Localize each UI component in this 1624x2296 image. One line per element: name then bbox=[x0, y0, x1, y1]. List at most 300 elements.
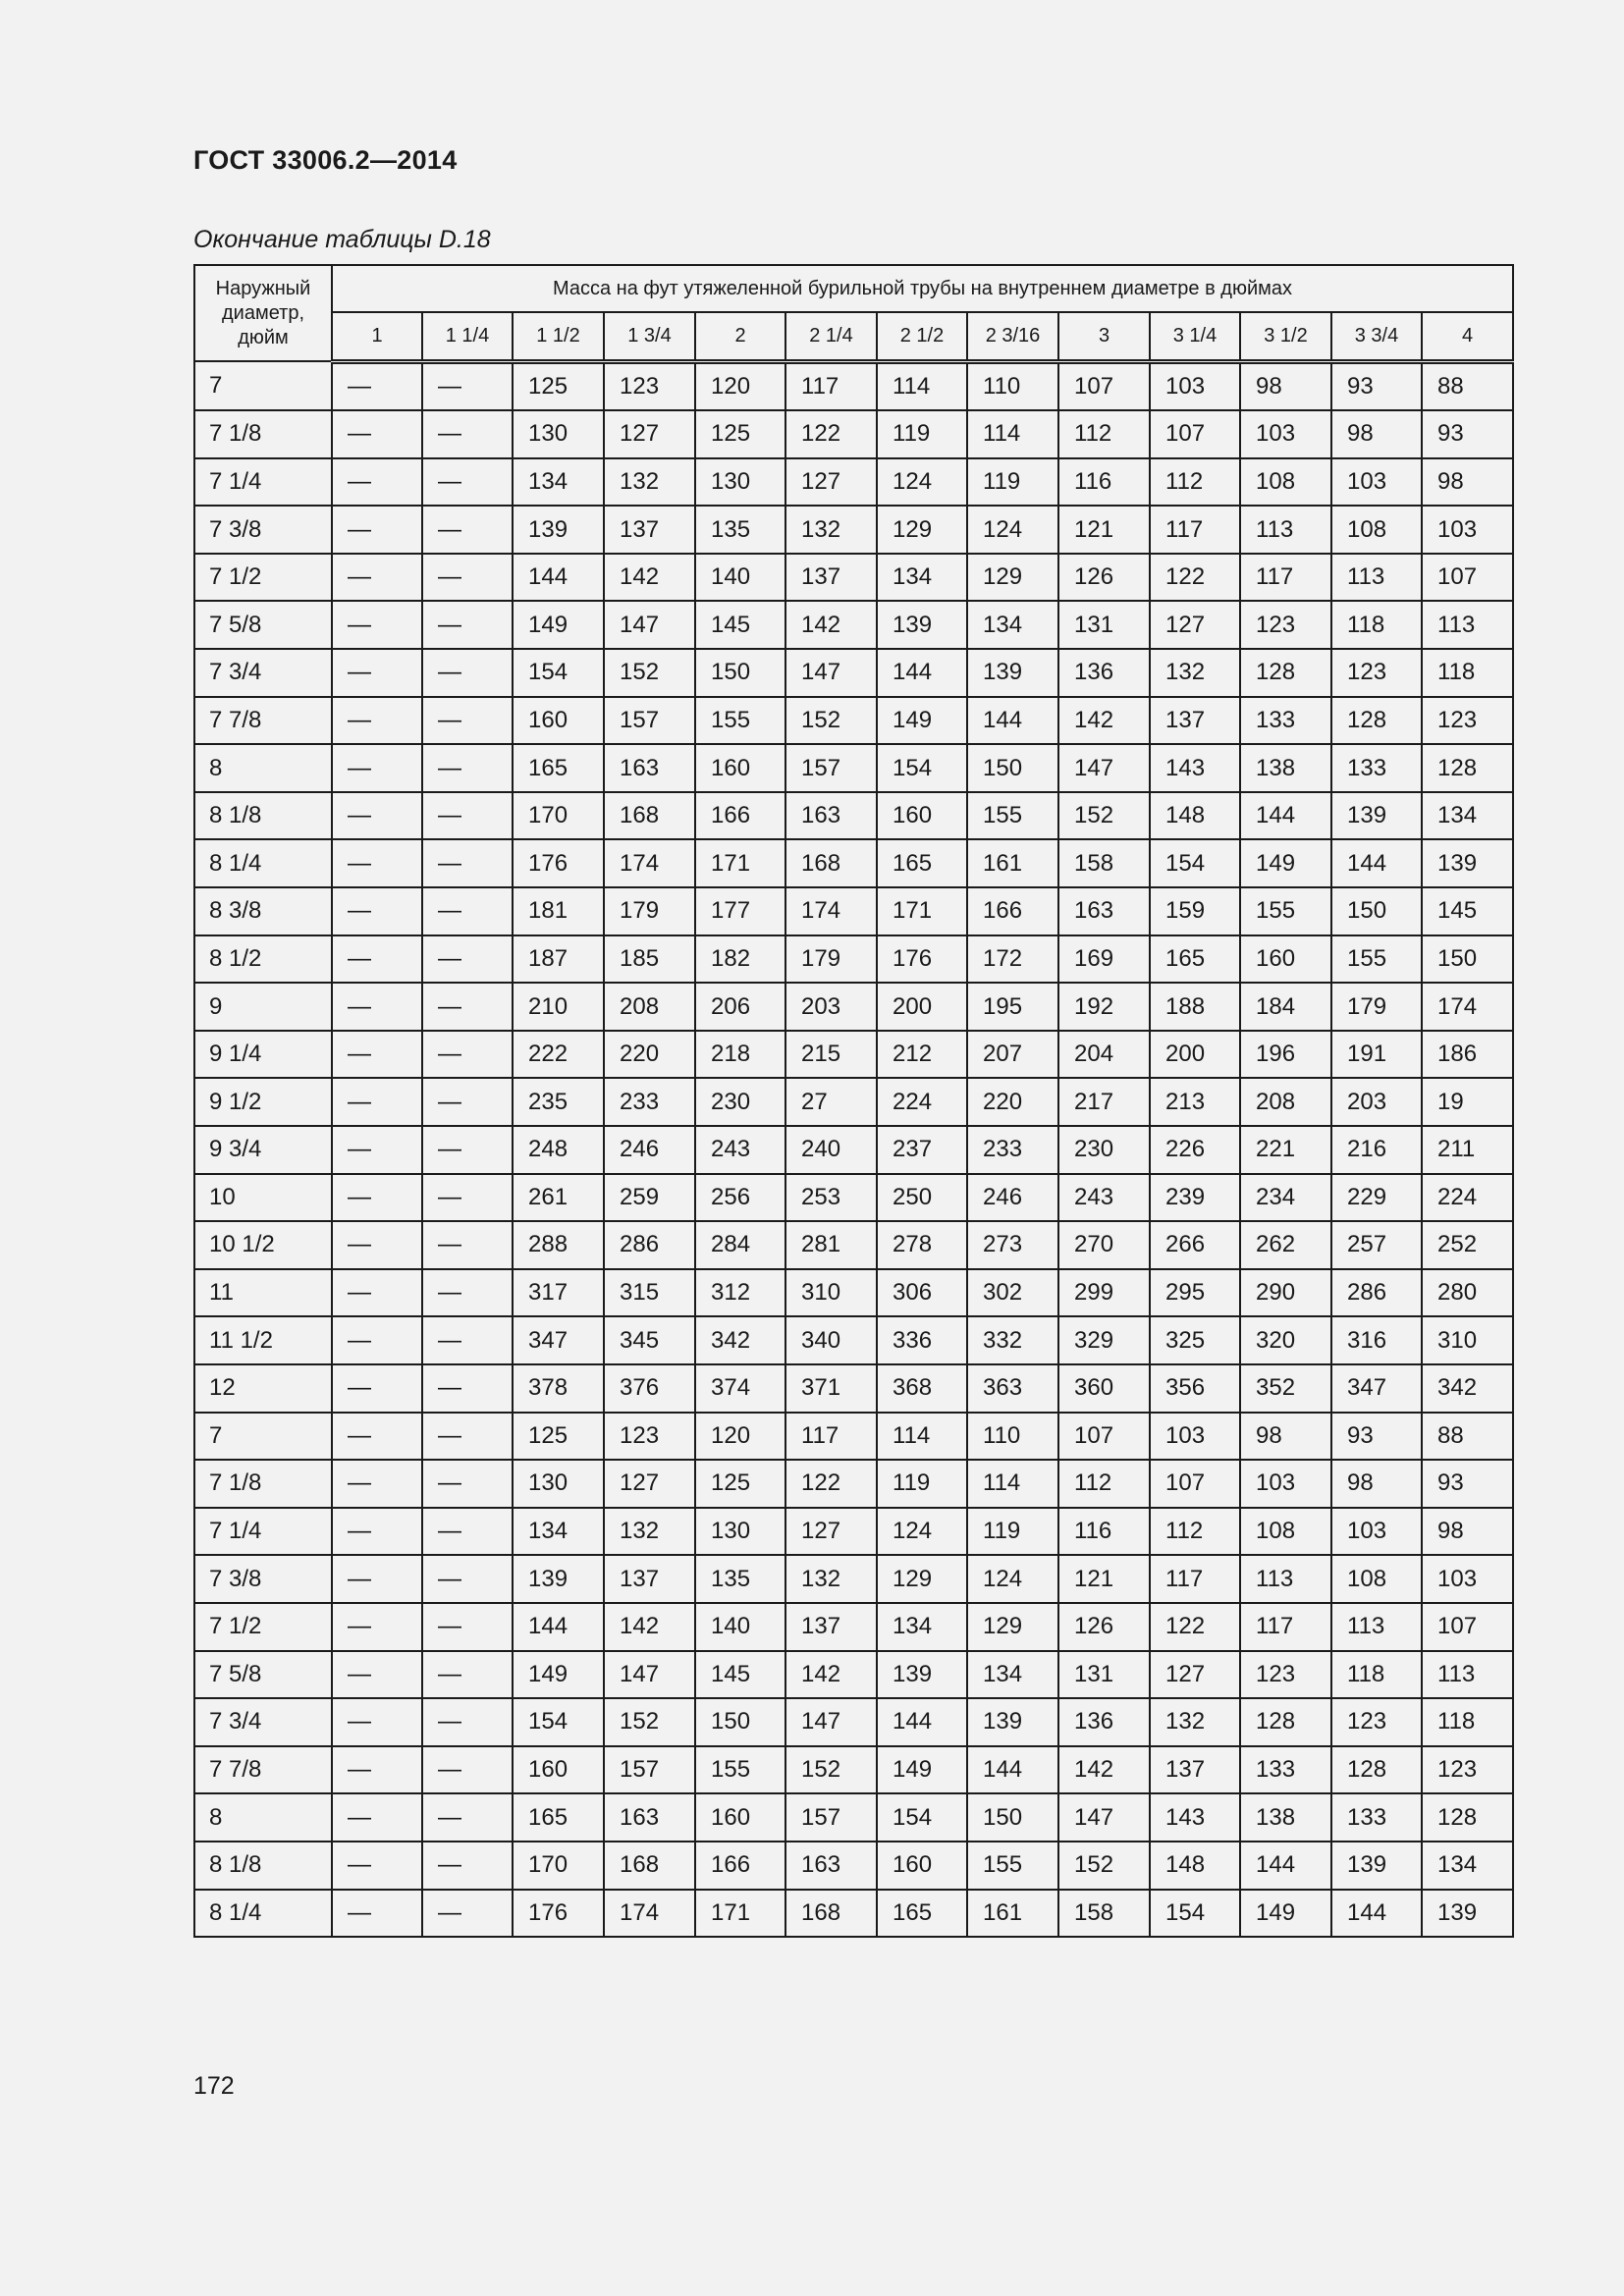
mass-cell: 108 bbox=[1331, 1555, 1422, 1603]
table-row bbox=[194, 506, 1513, 554]
mass-cell: 138 bbox=[1240, 1793, 1331, 1842]
mass-cell: 352 bbox=[1240, 1364, 1331, 1413]
mass-cell: 108 bbox=[1240, 458, 1331, 507]
mass-cell: 295 bbox=[1150, 1269, 1240, 1317]
mass-cell: — bbox=[332, 1269, 422, 1317]
mass-cell: 117 bbox=[1150, 506, 1240, 554]
mass-cell: 187 bbox=[513, 935, 604, 984]
mass-cell: 142 bbox=[785, 601, 877, 649]
mass-cell: 133 bbox=[1240, 1746, 1331, 1794]
table-row bbox=[194, 697, 1513, 745]
table-row bbox=[194, 935, 1513, 984]
mass-cell: — bbox=[332, 361, 422, 410]
mass-cell: 208 bbox=[604, 983, 695, 1031]
mass-cell: 174 bbox=[604, 1890, 695, 1938]
mass-cell: — bbox=[422, 1651, 513, 1699]
mass-cell: 237 bbox=[877, 1126, 967, 1174]
outer-diameter-cell: 7 1/8 bbox=[194, 410, 332, 458]
outer-diameter-cell: 7 bbox=[194, 361, 332, 410]
mass-cell: 165 bbox=[877, 839, 967, 887]
mass-cell: 256 bbox=[695, 1174, 785, 1222]
mass-cell: 233 bbox=[967, 1126, 1058, 1174]
outer-diameter-cell: 10 bbox=[194, 1174, 332, 1222]
mass-cell: — bbox=[422, 792, 513, 840]
mass-cell: — bbox=[332, 1746, 422, 1794]
mass-cell: 130 bbox=[513, 1460, 604, 1508]
mass-cell: 134 bbox=[967, 601, 1058, 649]
mass-cell: 19 bbox=[1422, 1078, 1513, 1126]
mass-cell: 132 bbox=[785, 506, 877, 554]
mass-cell: — bbox=[332, 649, 422, 697]
mass-cell: 133 bbox=[1331, 1793, 1422, 1842]
mass-cell: 192 bbox=[1058, 983, 1150, 1031]
mass-cell: — bbox=[422, 1746, 513, 1794]
mass-cell: 317 bbox=[513, 1269, 604, 1317]
outer-diameter-cell: 8 1/4 bbox=[194, 1890, 332, 1938]
mass-cell: 166 bbox=[695, 792, 785, 840]
mass-cell: 163 bbox=[1058, 887, 1150, 935]
mass-cell: 128 bbox=[1331, 1746, 1422, 1794]
mass-cell: — bbox=[422, 935, 513, 984]
mass-cell: 186 bbox=[1422, 1031, 1513, 1079]
mass-cell: 134 bbox=[877, 554, 967, 602]
mass-cell: 139 bbox=[513, 1555, 604, 1603]
mass-cell: 158 bbox=[1058, 1890, 1150, 1938]
mass-cell: 149 bbox=[513, 601, 604, 649]
mass-cell: 191 bbox=[1331, 1031, 1422, 1079]
table-row bbox=[194, 458, 1513, 507]
mass-cell: 261 bbox=[513, 1174, 604, 1222]
mass-cell: 154 bbox=[877, 1793, 967, 1842]
mass-cell: — bbox=[422, 1793, 513, 1842]
mass-cell: 150 bbox=[695, 649, 785, 697]
mass-cell: — bbox=[332, 1221, 422, 1269]
table-row bbox=[194, 1460, 1513, 1508]
mass-cell: 376 bbox=[604, 1364, 695, 1413]
outer-diameter-cell: 7 1/8 bbox=[194, 1460, 332, 1508]
mass-cell: 250 bbox=[877, 1174, 967, 1222]
mass-cell: 103 bbox=[1150, 1413, 1240, 1461]
mass-cell: — bbox=[422, 1316, 513, 1364]
mass-cell: — bbox=[332, 410, 422, 458]
mass-cell: 124 bbox=[967, 506, 1058, 554]
mass-cell: 288 bbox=[513, 1221, 604, 1269]
mass-cell: — bbox=[332, 1698, 422, 1746]
mass-cell: 142 bbox=[1058, 1746, 1150, 1794]
page-number: 172 bbox=[193, 2072, 235, 2100]
table-row bbox=[194, 1316, 1513, 1364]
mass-cell: — bbox=[422, 1508, 513, 1556]
mass-cell: 155 bbox=[1331, 935, 1422, 984]
mass-cell: — bbox=[332, 554, 422, 602]
mass-cell: 133 bbox=[1240, 697, 1331, 745]
mass-cell: 147 bbox=[1058, 744, 1150, 792]
mass-cell: 98 bbox=[1422, 458, 1513, 507]
mass-cell: 155 bbox=[967, 1842, 1058, 1890]
outer-diameter-cell: 9 bbox=[194, 983, 332, 1031]
mass-cell: 284 bbox=[695, 1221, 785, 1269]
mass-cell: 165 bbox=[877, 1890, 967, 1938]
mass-cell: 120 bbox=[695, 361, 785, 410]
mass-cell: — bbox=[422, 1031, 513, 1079]
mass-cell: 114 bbox=[967, 1460, 1058, 1508]
mass-cell: 118 bbox=[1422, 1698, 1513, 1746]
mass-cell: 144 bbox=[1331, 839, 1422, 887]
table-row bbox=[194, 1698, 1513, 1746]
mass-cell: 302 bbox=[967, 1269, 1058, 1317]
mass-cell: — bbox=[332, 1793, 422, 1842]
mass-cell: 262 bbox=[1240, 1221, 1331, 1269]
mass-cell: 127 bbox=[1150, 601, 1240, 649]
mass-cell: — bbox=[332, 458, 422, 507]
mass-cell: 112 bbox=[1150, 458, 1240, 507]
table-row bbox=[194, 601, 1513, 649]
mass-cell: 119 bbox=[877, 410, 967, 458]
outer-diameter-cell: 9 1/2 bbox=[194, 1078, 332, 1126]
mass-cell: 157 bbox=[785, 1793, 877, 1842]
mass-cell: 356 bbox=[1150, 1364, 1240, 1413]
mass-cell: 143 bbox=[1150, 1793, 1240, 1842]
mass-cell: — bbox=[332, 1603, 422, 1651]
mass-cell: 98 bbox=[1240, 361, 1331, 410]
mass-cell: 124 bbox=[877, 1508, 967, 1556]
mass-cell: 195 bbox=[967, 983, 1058, 1031]
mass-cell: 93 bbox=[1331, 361, 1422, 410]
mass-cell: — bbox=[422, 1555, 513, 1603]
mass-cell: 126 bbox=[1058, 554, 1150, 602]
mass-cell: 165 bbox=[513, 744, 604, 792]
mass-cell: 144 bbox=[1331, 1890, 1422, 1938]
mass-cell: 203 bbox=[1331, 1078, 1422, 1126]
mass-cell: 157 bbox=[785, 744, 877, 792]
mass-cell: — bbox=[332, 506, 422, 554]
mass-cell: — bbox=[332, 1174, 422, 1222]
mass-cell: 207 bbox=[967, 1031, 1058, 1079]
mass-cell: 144 bbox=[967, 697, 1058, 745]
mass-cell: 155 bbox=[967, 792, 1058, 840]
mass-cell: 142 bbox=[1058, 697, 1150, 745]
mass-cell: 152 bbox=[785, 697, 877, 745]
mass-cell: 280 bbox=[1422, 1269, 1513, 1317]
mass-cell: 152 bbox=[785, 1746, 877, 1794]
outer-diameter-cell: 11 bbox=[194, 1269, 332, 1317]
mass-cell: 155 bbox=[695, 1746, 785, 1794]
mass-cell: 155 bbox=[1240, 887, 1331, 935]
mass-cell: 152 bbox=[604, 1698, 695, 1746]
outer-diameter-cell: 7 1/4 bbox=[194, 458, 332, 507]
mass-cell: 127 bbox=[604, 410, 695, 458]
mass-cell: 129 bbox=[877, 1555, 967, 1603]
table-row bbox=[194, 1746, 1513, 1794]
mass-cell: 123 bbox=[1331, 649, 1422, 697]
table-body bbox=[194, 361, 1513, 1937]
table-row bbox=[194, 1890, 1513, 1938]
mass-cell: 125 bbox=[513, 361, 604, 410]
mass-cell: 132 bbox=[1150, 1698, 1240, 1746]
mass-cell: 218 bbox=[695, 1031, 785, 1079]
mass-cell: — bbox=[422, 1842, 513, 1890]
mass-cell: 233 bbox=[604, 1078, 695, 1126]
mass-cell: 185 bbox=[604, 935, 695, 984]
mass-cell: — bbox=[332, 1508, 422, 1556]
mass-cell: 347 bbox=[513, 1316, 604, 1364]
table-head bbox=[194, 265, 1513, 361]
mass-cell: 93 bbox=[1422, 410, 1513, 458]
mass-cell: 163 bbox=[604, 1793, 695, 1842]
mass-cell: 154 bbox=[513, 1698, 604, 1746]
mass-cell: 129 bbox=[967, 554, 1058, 602]
mass-cell: 310 bbox=[1422, 1316, 1513, 1364]
mass-cell: 103 bbox=[1240, 410, 1331, 458]
mass-cell: 378 bbox=[513, 1364, 604, 1413]
mass-cell: 281 bbox=[785, 1221, 877, 1269]
mass-cell: 257 bbox=[1331, 1221, 1422, 1269]
mass-cell: 139 bbox=[967, 649, 1058, 697]
outer-diameter-cell: 12 bbox=[194, 1364, 332, 1413]
mass-cell: 112 bbox=[1058, 1460, 1150, 1508]
mass-cell: 139 bbox=[877, 601, 967, 649]
mass-cell: 171 bbox=[695, 839, 785, 887]
mass-cell: 130 bbox=[513, 410, 604, 458]
mass-cell: 128 bbox=[1240, 1698, 1331, 1746]
mass-cell: 170 bbox=[513, 1842, 604, 1890]
mass-cell: 306 bbox=[877, 1269, 967, 1317]
mass-cell: — bbox=[422, 839, 513, 887]
mass-cell: 374 bbox=[695, 1364, 785, 1413]
mass-cell: 110 bbox=[967, 361, 1058, 410]
mass-cell: 152 bbox=[1058, 1842, 1150, 1890]
column-header: 3 3/4 bbox=[1331, 312, 1422, 361]
mass-cell: — bbox=[422, 1126, 513, 1174]
mass-cell: 134 bbox=[1422, 792, 1513, 840]
outer-diameter-cell: 9 3/4 bbox=[194, 1126, 332, 1174]
mass-cell: 163 bbox=[604, 744, 695, 792]
mass-cell: 116 bbox=[1058, 1508, 1150, 1556]
mass-cell: 130 bbox=[695, 458, 785, 507]
column-header: 1 1/2 bbox=[513, 312, 604, 361]
mass-cell: 332 bbox=[967, 1316, 1058, 1364]
mass-cell: 150 bbox=[967, 744, 1058, 792]
mass-cell: — bbox=[332, 792, 422, 840]
mass-cell: 134 bbox=[877, 1603, 967, 1651]
mass-cell: 114 bbox=[877, 361, 967, 410]
table-row bbox=[194, 1269, 1513, 1317]
mass-cell: 140 bbox=[695, 1603, 785, 1651]
mass-cell: 123 bbox=[604, 361, 695, 410]
mass-cell: — bbox=[332, 1890, 422, 1938]
column-header: 2 3/16 bbox=[967, 312, 1058, 361]
mass-cell: 98 bbox=[1331, 410, 1422, 458]
outer-diameter-cell: 7 1/2 bbox=[194, 554, 332, 602]
mass-cell: 248 bbox=[513, 1126, 604, 1174]
mass-cell: — bbox=[422, 983, 513, 1031]
mass-cell: 123 bbox=[1331, 1698, 1422, 1746]
mass-cell: 166 bbox=[695, 1842, 785, 1890]
outer-diameter-cell: 7 3/8 bbox=[194, 1555, 332, 1603]
mass-cell: 165 bbox=[1150, 935, 1240, 984]
mass-cell: 123 bbox=[1240, 601, 1331, 649]
mass-per-foot-table bbox=[193, 264, 1514, 1938]
mass-cell: 125 bbox=[695, 1460, 785, 1508]
mass-cell: 147 bbox=[604, 601, 695, 649]
mass-cell: 117 bbox=[785, 361, 877, 410]
mass-cell: 154 bbox=[1150, 839, 1240, 887]
mass-cell: 224 bbox=[1422, 1174, 1513, 1222]
mass-cell: 144 bbox=[877, 649, 967, 697]
outer-diameter-cell: 7 1/2 bbox=[194, 1603, 332, 1651]
mass-cell: — bbox=[332, 697, 422, 745]
mass-cell: 113 bbox=[1240, 506, 1331, 554]
mass-cell: — bbox=[332, 1651, 422, 1699]
mass-cell: — bbox=[422, 1603, 513, 1651]
mass-cell: 161 bbox=[967, 1890, 1058, 1938]
mass-cell: 122 bbox=[785, 1460, 877, 1508]
mass-cell: 131 bbox=[1058, 601, 1150, 649]
mass-cell: 160 bbox=[513, 1746, 604, 1794]
mass-cell: 179 bbox=[604, 887, 695, 935]
table-row bbox=[194, 1126, 1513, 1174]
mass-cell: 174 bbox=[604, 839, 695, 887]
mass-cell: — bbox=[422, 1221, 513, 1269]
outer-diameter-cell: 7 3/8 bbox=[194, 506, 332, 554]
column-header: 3 bbox=[1058, 312, 1150, 361]
column-header: 2 1/2 bbox=[877, 312, 967, 361]
mass-cell: 103 bbox=[1422, 1555, 1513, 1603]
mass-cell: 110 bbox=[967, 1413, 1058, 1461]
mass-cell: 88 bbox=[1422, 361, 1513, 410]
mass-cell: 150 bbox=[1331, 887, 1422, 935]
header-row-inner-diameters bbox=[194, 312, 1513, 361]
mass-cell: 118 bbox=[1331, 601, 1422, 649]
mass-cell: — bbox=[332, 744, 422, 792]
mass-cell: 168 bbox=[604, 792, 695, 840]
mass-cell: 310 bbox=[785, 1269, 877, 1317]
mass-cell: 221 bbox=[1240, 1126, 1331, 1174]
mass-cell: 316 bbox=[1331, 1316, 1422, 1364]
table-row bbox=[194, 554, 1513, 602]
mass-cell: 149 bbox=[513, 1651, 604, 1699]
mass-cell: 368 bbox=[877, 1364, 967, 1413]
mass-cell: 360 bbox=[1058, 1364, 1150, 1413]
outer-diameter-cell: 8 1/2 bbox=[194, 935, 332, 984]
mass-cell: 132 bbox=[604, 1508, 695, 1556]
mass-cell: 129 bbox=[967, 1603, 1058, 1651]
mass-cell: 114 bbox=[877, 1413, 967, 1461]
mass-cell: 122 bbox=[1150, 554, 1240, 602]
column-header: 4 bbox=[1422, 312, 1513, 361]
mass-cell: 142 bbox=[785, 1651, 877, 1699]
mass-cell: 273 bbox=[967, 1221, 1058, 1269]
mass-cell: 112 bbox=[1150, 1508, 1240, 1556]
mass-cell: 157 bbox=[604, 1746, 695, 1794]
mass-cell: 98 bbox=[1240, 1413, 1331, 1461]
mass-cell: — bbox=[332, 1842, 422, 1890]
mass-cell: 98 bbox=[1422, 1508, 1513, 1556]
column-header: 3 1/4 bbox=[1150, 312, 1240, 361]
outer-diameter-cell: 8 1/8 bbox=[194, 792, 332, 840]
mass-cell: 163 bbox=[785, 1842, 877, 1890]
mass-cell: 150 bbox=[1422, 935, 1513, 984]
mass-cell: — bbox=[422, 361, 513, 410]
mass-cell: 140 bbox=[695, 554, 785, 602]
mass-cell: 127 bbox=[1150, 1651, 1240, 1699]
mass-cell: 144 bbox=[1240, 792, 1331, 840]
mass-cell: 340 bbox=[785, 1316, 877, 1364]
outer-diameter-cell: 10 1/2 bbox=[194, 1221, 332, 1269]
mass-group-header: Масса на фут утяжеленной бурильной трубы на внутреннем диаметре в дюймах bbox=[332, 265, 1513, 312]
mass-cell: 169 bbox=[1058, 935, 1150, 984]
mass-cell: 208 bbox=[1240, 1078, 1331, 1126]
column-header: 2 1/4 bbox=[785, 312, 877, 361]
mass-cell: 122 bbox=[785, 410, 877, 458]
mass-cell: 127 bbox=[785, 1508, 877, 1556]
mass-cell: 152 bbox=[604, 649, 695, 697]
mass-cell: 157 bbox=[604, 697, 695, 745]
outer-diameter-cell: 7 5/8 bbox=[194, 1651, 332, 1699]
mass-cell: 154 bbox=[513, 649, 604, 697]
outer-diameter-cell: 8 bbox=[194, 744, 332, 792]
mass-cell: 216 bbox=[1331, 1126, 1422, 1174]
mass-cell: 123 bbox=[1422, 697, 1513, 745]
outer-diameter-cell: 7 1/4 bbox=[194, 1508, 332, 1556]
mass-cell: 137 bbox=[785, 1603, 877, 1651]
mass-cell: 113 bbox=[1422, 601, 1513, 649]
outer-diameter-cell: 7 bbox=[194, 1413, 332, 1461]
mass-cell: 132 bbox=[604, 458, 695, 507]
mass-cell: 159 bbox=[1150, 887, 1240, 935]
mass-cell: 222 bbox=[513, 1031, 604, 1079]
outer-diameter-cell: 8 1/8 bbox=[194, 1842, 332, 1890]
table-row bbox=[194, 1555, 1513, 1603]
mass-cell: 144 bbox=[1240, 1842, 1331, 1890]
mass-cell: 107 bbox=[1058, 1413, 1150, 1461]
mass-cell: 134 bbox=[513, 458, 604, 507]
mass-cell: 27 bbox=[785, 1078, 877, 1126]
mass-cell: 93 bbox=[1331, 1413, 1422, 1461]
mass-cell: 145 bbox=[695, 601, 785, 649]
table-row bbox=[194, 1413, 1513, 1461]
mass-cell: 103 bbox=[1240, 1460, 1331, 1508]
mass-cell: — bbox=[422, 410, 513, 458]
mass-cell: 126 bbox=[1058, 1603, 1150, 1651]
mass-cell: 174 bbox=[1422, 983, 1513, 1031]
mass-cell: 134 bbox=[1422, 1842, 1513, 1890]
mass-cell: 139 bbox=[967, 1698, 1058, 1746]
mass-cell: — bbox=[422, 744, 513, 792]
mass-cell: 124 bbox=[877, 458, 967, 507]
mass-cell: 113 bbox=[1331, 554, 1422, 602]
table-row bbox=[194, 839, 1513, 887]
mass-cell: 147 bbox=[1058, 1793, 1150, 1842]
mass-cell: 118 bbox=[1422, 649, 1513, 697]
mass-cell: 144 bbox=[877, 1698, 967, 1746]
mass-cell: 160 bbox=[513, 697, 604, 745]
mass-cell: 286 bbox=[604, 1221, 695, 1269]
table-row bbox=[194, 1508, 1513, 1556]
table-row bbox=[194, 887, 1513, 935]
mass-cell: 107 bbox=[1150, 1460, 1240, 1508]
mass-cell: 181 bbox=[513, 887, 604, 935]
mass-cell: 172 bbox=[967, 935, 1058, 984]
table-caption: Окончание таблицы D.18 bbox=[193, 226, 491, 253]
mass-cell: 160 bbox=[877, 1842, 967, 1890]
mass-cell: 144 bbox=[513, 554, 604, 602]
mass-cell: 270 bbox=[1058, 1221, 1150, 1269]
mass-cell: 176 bbox=[513, 1890, 604, 1938]
mass-cell: 145 bbox=[695, 1651, 785, 1699]
table-row bbox=[194, 1651, 1513, 1699]
mass-cell: 166 bbox=[967, 887, 1058, 935]
